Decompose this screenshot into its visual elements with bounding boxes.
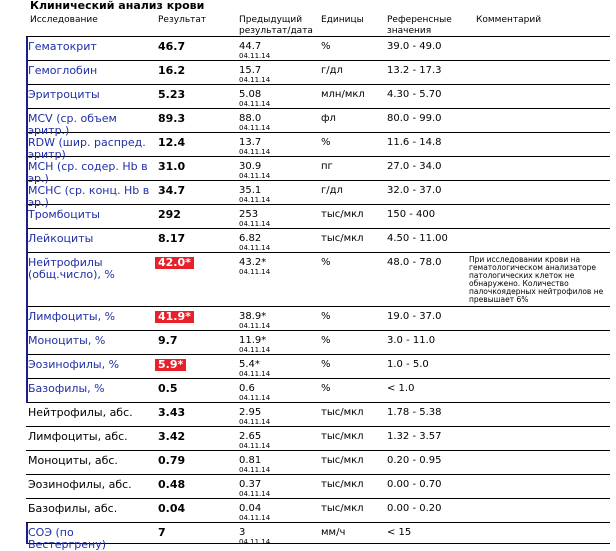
table-row	[26, 61, 610, 85]
units: тыс/мкл	[321, 209, 364, 220]
previous-value: 43.2*	[239, 257, 267, 268]
results-table	[26, 37, 610, 551]
table-row	[26, 253, 610, 307]
result-value-flagged: 42.0*	[155, 257, 194, 269]
previous-date: 04.11.14	[239, 418, 271, 426]
previous-value: 0.81	[239, 455, 262, 466]
result-value: 0.5	[158, 382, 178, 395]
test-name: Нейтрофилы, абс.	[28, 406, 133, 419]
previous-value: 253	[239, 209, 259, 220]
result-value: 0.04	[158, 502, 186, 515]
reference-range: 4.50 - 11.00	[387, 233, 448, 244]
reference-range: 27.0 - 34.0	[387, 161, 442, 172]
previous-date: 04.11.14	[239, 394, 271, 402]
previous-date: 04.11.14	[239, 76, 271, 84]
previous-value: 5.4*	[239, 359, 260, 370]
units: мм/ч	[321, 527, 346, 538]
test-name[interactable]: Гематокрит	[28, 40, 97, 53]
table-row	[26, 157, 610, 185]
units: %	[321, 137, 331, 148]
test-name[interactable]: Базофилы, %	[28, 382, 105, 395]
previous-value: 5.08	[239, 89, 262, 100]
result-value-flagged: 5.9*	[155, 359, 186, 371]
reference-range: 0.00 - 0.20	[387, 503, 442, 514]
test-name[interactable]: Лейкоциты	[28, 232, 94, 245]
previous-date: 04.11.14	[239, 370, 271, 378]
reference-range: 0.20 - 0.95	[387, 455, 442, 466]
table-row	[26, 133, 610, 161]
reference-range: 1.78 - 5.38	[387, 407, 442, 418]
previous-value: 11.9*	[239, 335, 267, 346]
previous-value: 2.95	[239, 407, 262, 418]
test-name: Моноциты, абс.	[28, 454, 118, 467]
units: млн/мкл	[321, 89, 365, 100]
units: %	[321, 383, 331, 394]
test-name[interactable]: Гемоглобин	[28, 64, 98, 77]
comment: При исследовании крови на гематологическом анализаторе патологических клеток не обнаружено. Количество палочкоядерных нейтрофилов не превышает 6%	[469, 255, 604, 304]
previous-date: 04.11.14	[239, 322, 271, 330]
reference-range: 13.2 - 17.3	[387, 65, 442, 76]
test-name: Эозинофилы, абс.	[28, 478, 132, 491]
previous-date: 04.11.14	[239, 514, 271, 522]
units: г/дл	[321, 65, 343, 76]
header-reference: Референсные значения	[387, 15, 452, 36]
test-name: Лимфоциты, абс.	[28, 430, 128, 443]
test-name[interactable]: Эозинофилы, %	[28, 358, 120, 371]
reference-range: < 1.0	[387, 383, 415, 394]
previous-date: 04.11.14	[239, 538, 271, 546]
previous-date: 04.11.14	[239, 490, 271, 498]
header-comment: Комментарий	[476, 15, 542, 25]
previous-date: 04.11.14	[239, 346, 271, 354]
page-title: Клинический анализ крови	[30, 0, 205, 12]
reference-range: 11.6 - 14.8	[387, 137, 442, 148]
previous-value: 6.82	[239, 233, 262, 244]
result-value: 12.4	[158, 136, 186, 149]
units: тыс/мкл	[321, 455, 364, 466]
table-row	[26, 331, 610, 355]
result-value-flagged: 41.9*	[155, 311, 194, 323]
reference-range: 3.0 - 11.0	[387, 335, 436, 346]
table-row	[26, 181, 610, 209]
previous-value: 15.7	[239, 65, 262, 76]
previous-date: 04.11.14	[239, 172, 271, 180]
units: тыс/мкл	[321, 407, 364, 418]
table-row	[26, 379, 610, 403]
previous-value: 88.0	[239, 113, 262, 124]
previous-date: 04.11.14	[239, 52, 271, 60]
previous-value: 0.6	[239, 383, 255, 394]
previous-date: 04.11.14	[239, 442, 271, 450]
header-test: Исследование	[30, 15, 98, 25]
result-value: 9.7	[158, 334, 178, 347]
test-name[interactable]: Лимфоциты, %	[28, 310, 116, 323]
previous-value: 13.7	[239, 137, 262, 148]
table-row	[26, 499, 610, 523]
previous-date: 04.11.14	[239, 196, 271, 204]
previous-date: 04.11.14	[239, 220, 271, 228]
previous-date: 04.11.14	[239, 100, 271, 108]
previous-date: 04.11.14	[239, 124, 271, 132]
units: фл	[321, 113, 336, 124]
units: пг	[321, 161, 333, 172]
result-value: 31.0	[158, 160, 186, 173]
previous-value: 0.04	[239, 503, 262, 514]
header-result: Результат	[158, 15, 207, 25]
units: %	[321, 311, 331, 322]
units: %	[321, 359, 331, 370]
test-name[interactable]: Тромбоциты	[28, 208, 100, 221]
table-row	[26, 85, 610, 109]
units: тыс/мкл	[321, 503, 364, 514]
previous-value: 0.37	[239, 479, 262, 490]
reference-range: 39.0 - 49.0	[387, 41, 442, 52]
previous-date: 04.11.14	[239, 244, 271, 252]
reference-range: < 15	[387, 527, 412, 538]
reference-range: 150 - 400	[387, 209, 436, 220]
reference-range: 1.32 - 3.57	[387, 431, 442, 442]
table-row	[26, 109, 610, 137]
result-value: 46.7	[158, 40, 186, 53]
units: тыс/мкл	[321, 431, 364, 442]
table-row	[26, 229, 610, 253]
result-value: 34.7	[158, 184, 186, 197]
units: %	[321, 335, 331, 346]
reference-range: 48.0 - 78.0	[387, 257, 442, 268]
result-value: 0.48	[158, 478, 186, 491]
result-value: 7	[158, 526, 166, 539]
result-value: 16.2	[158, 64, 186, 77]
test-name[interactable]: Нейтрофилы (общ.число), %	[28, 256, 115, 281]
previous-value: 38.9*	[239, 311, 267, 322]
reference-range: 4.30 - 5.70	[387, 89, 442, 100]
test-name[interactable]: Моноциты, %	[28, 334, 106, 347]
previous-value: 2.65	[239, 431, 262, 442]
test-name[interactable]: Эритроциты	[28, 88, 100, 101]
result-value: 5.23	[158, 88, 186, 101]
reference-range: 80.0 - 99.0	[387, 113, 442, 124]
result-value: 3.42	[158, 430, 186, 443]
result-value: 3.43	[158, 406, 186, 419]
previous-value: 3	[239, 527, 246, 538]
table-row	[26, 403, 610, 427]
test-name[interactable]: MCV (ср. объем эритр.)	[28, 112, 117, 137]
result-value: 8.17	[158, 232, 186, 245]
reference-range: 1.0 - 5.0	[387, 359, 429, 370]
test-name[interactable]: MCHC (ср. конц. Hb в эр.)	[28, 184, 150, 209]
result-value: 89.3	[158, 112, 186, 125]
previous-date: 04.11.14	[239, 466, 271, 474]
table-row	[26, 355, 610, 379]
previous-value: 30.9	[239, 161, 262, 172]
header-previous: Предыдущий результат/дата	[239, 15, 313, 36]
table-row	[26, 307, 610, 331]
result-value: 0.79	[158, 454, 186, 467]
reference-range: 32.0 - 37.0	[387, 185, 442, 196]
units: тыс/мкл	[321, 479, 364, 490]
reference-range: 19.0 - 37.0	[387, 311, 442, 322]
table-row	[26, 427, 610, 451]
previous-value: 44.7	[239, 41, 262, 52]
table-row	[26, 475, 610, 499]
header-units: Единицы	[321, 15, 364, 25]
test-name[interactable]: RDW (шир. распред. эритр)	[28, 136, 146, 161]
test-name[interactable]: MCH (ср. содер. Hb в эр.)	[28, 160, 148, 185]
table-row	[26, 451, 610, 475]
table-row	[26, 205, 610, 229]
table-row	[26, 523, 610, 551]
units: %	[321, 257, 331, 268]
previous-date: 04.11.14	[239, 148, 271, 156]
units: %	[321, 41, 331, 52]
units: г/дл	[321, 185, 343, 196]
table-row	[26, 37, 610, 61]
result-value: 292	[158, 208, 181, 221]
test-name[interactable]: СОЭ (по Вестергрену)	[28, 526, 107, 551]
units: тыс/мкл	[321, 233, 364, 244]
test-name: Базофилы, абс.	[28, 502, 118, 515]
reference-range: 0.00 - 0.70	[387, 479, 442, 490]
previous-date: 04.11.14	[239, 268, 271, 276]
previous-value: 35.1	[239, 185, 262, 196]
